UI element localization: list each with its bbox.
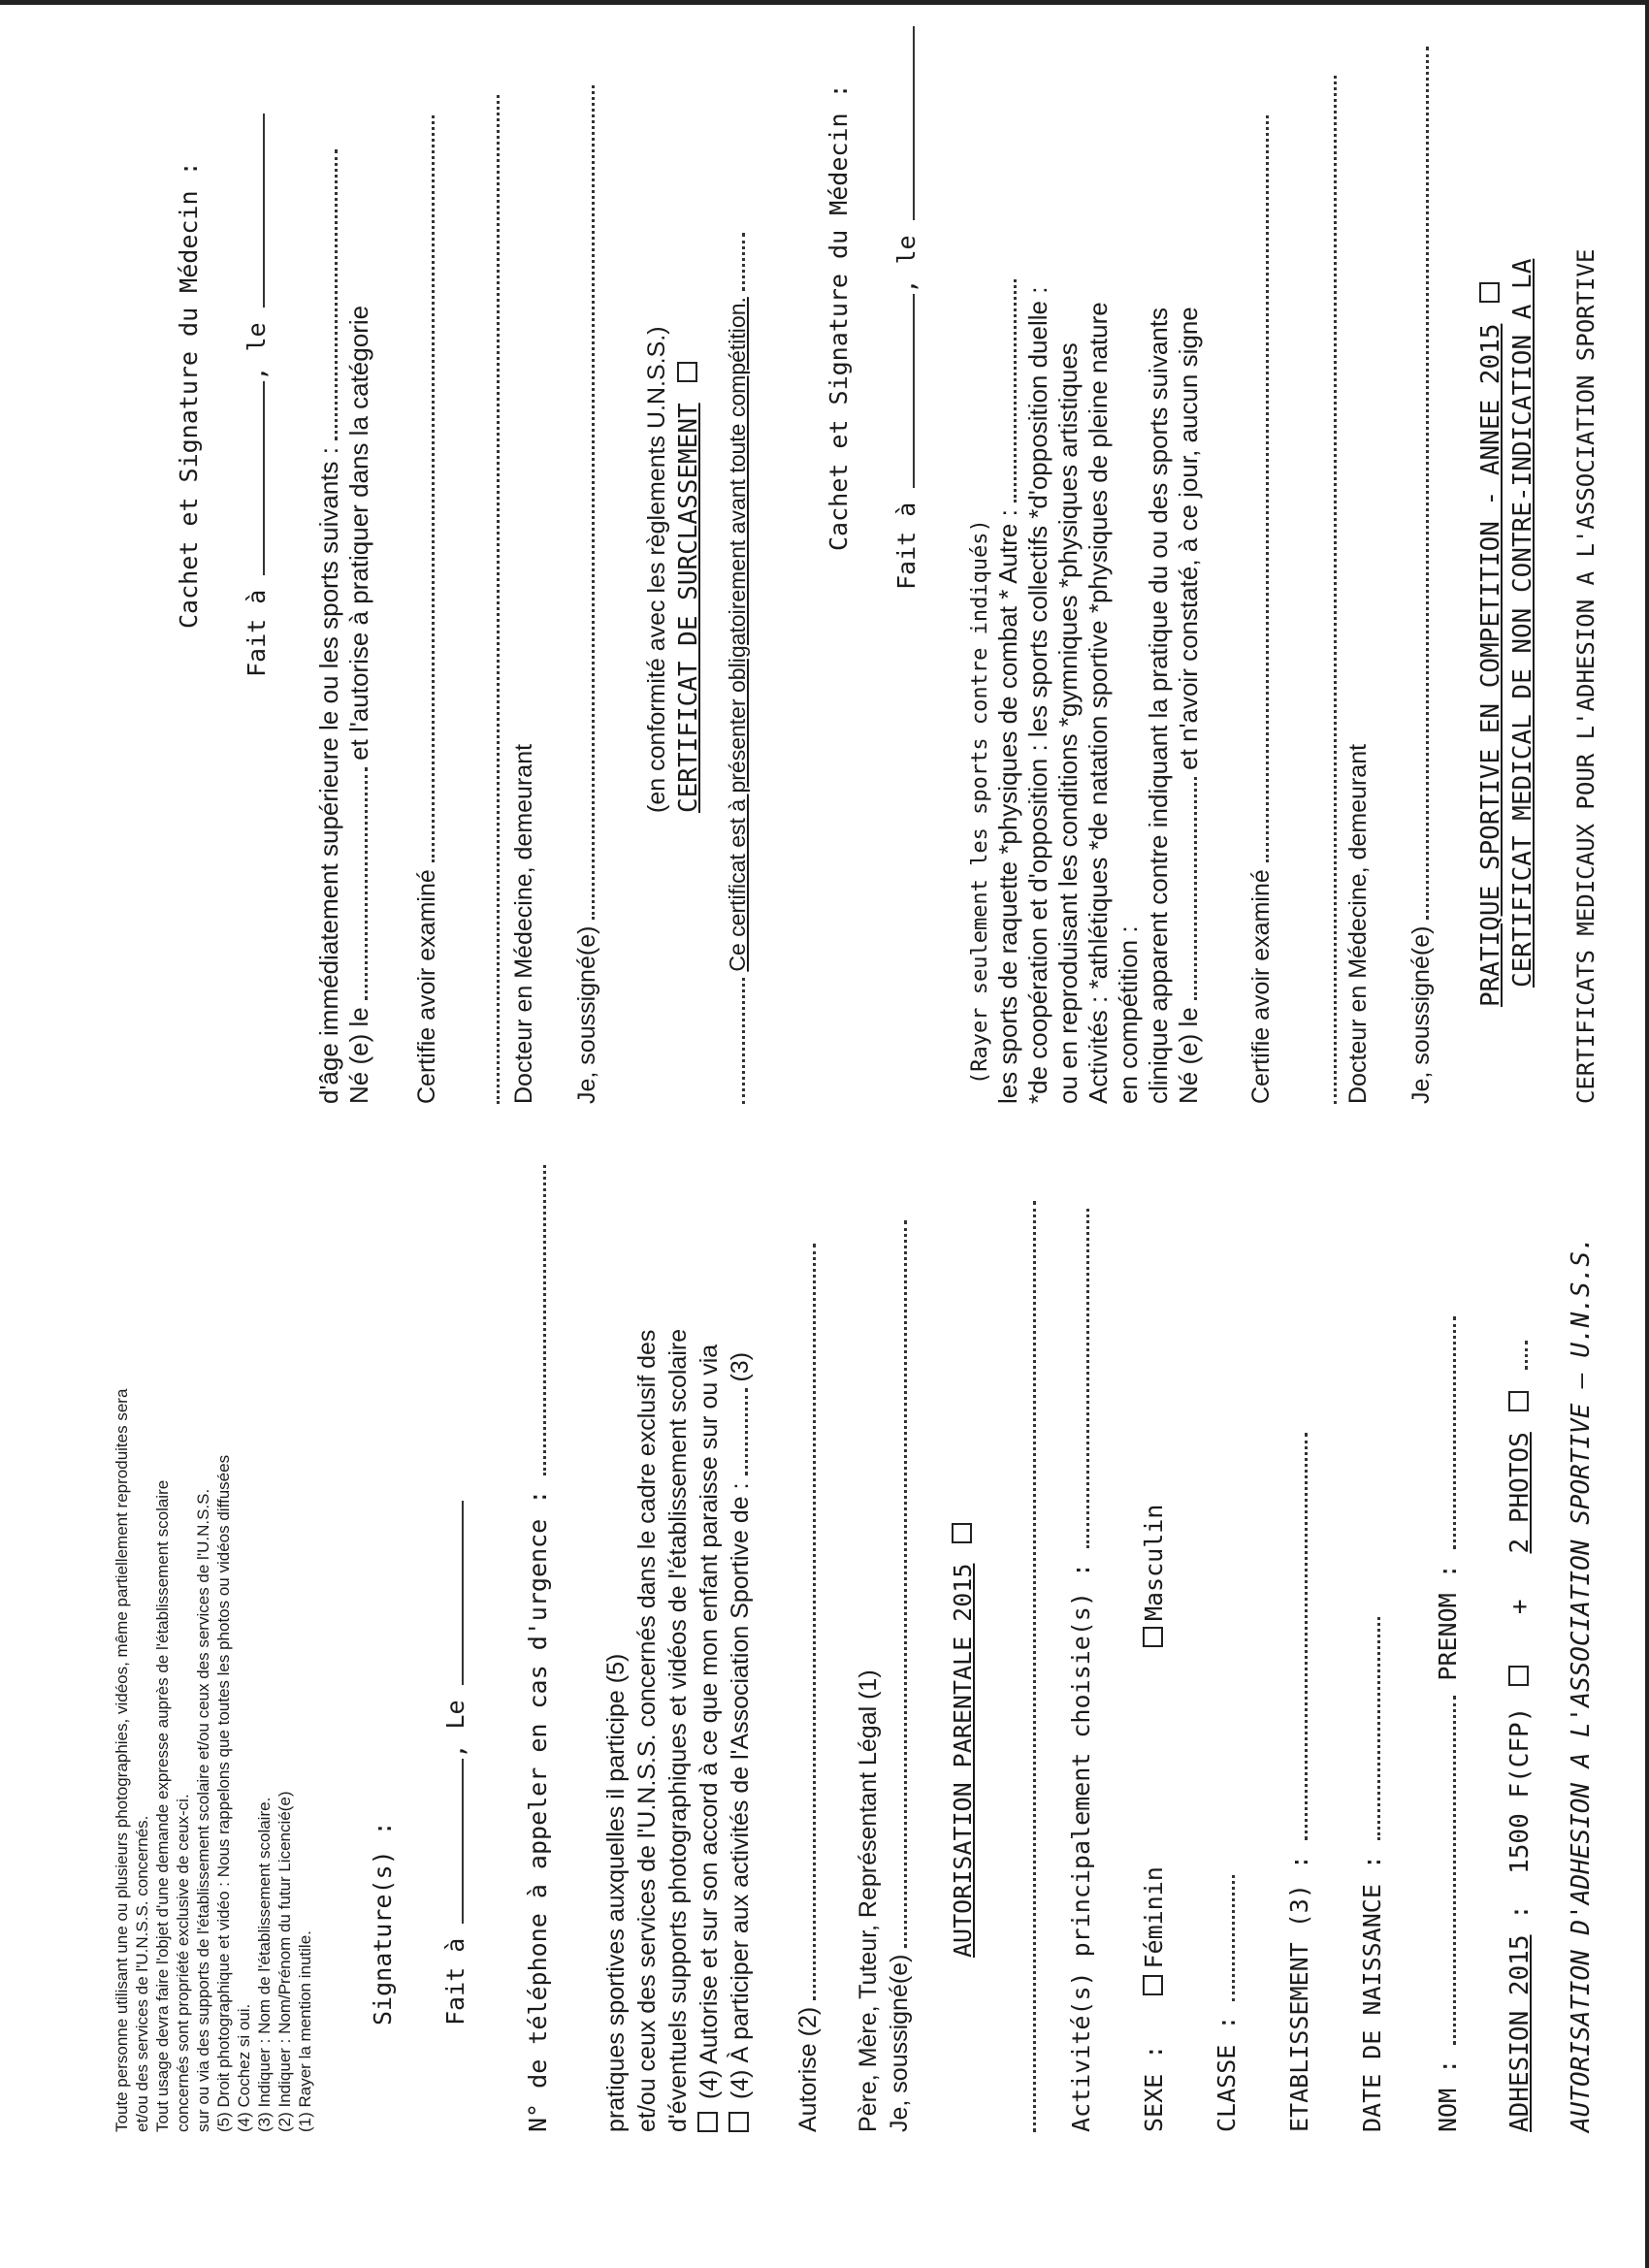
cert-title-line2: PRATIQUE SPORTIVE EN COMPETITION - ANNEE 2015 xyxy=(1476,323,1505,1007)
activite-label: Activité(s) principalement choisie(s) : xyxy=(1067,1563,1095,2132)
s-sports-field[interactable] xyxy=(315,149,338,440)
item4a-field[interactable] xyxy=(726,1388,748,1475)
surclassement-sub: (en conformité avec les règlements U.N.S.S.) xyxy=(643,326,670,813)
cert-le-label: , le xyxy=(892,235,921,294)
adhesion-form xyxy=(0,1143,1649,2249)
etablissement-field[interactable] xyxy=(1285,1433,1308,1840)
sexe-row xyxy=(1140,1505,1169,2132)
item4a-ref: (3) xyxy=(727,1351,754,1382)
signature-label: Signature(s) : xyxy=(369,1821,397,2025)
cert-certifie-label: Certifie avoir examiné xyxy=(1247,869,1275,1104)
nom-label: NOM : xyxy=(1434,2058,1462,2132)
s-fait-a-field[interactable] xyxy=(243,381,265,575)
adhesion-line: ADHESION 2015 : 1500 F(CFP) + 2 PHOTOS xyxy=(1505,1341,1535,2132)
autorisation-checkbox[interactable] xyxy=(952,1523,972,1543)
footnote-10: Toute personne utilisant une ou plusieurs photographies, vidéos, même partiellement reproduites sera xyxy=(113,1388,131,2132)
adhesion-checkbox[interactable] xyxy=(1508,1666,1529,1686)
cert-docteur-label: Docteur en Médecine, demeurant xyxy=(1344,743,1372,1104)
adhesion-title: AUTORISATION D'ADHESION A L'ASSOCIATION SPORTIVE – U.N.S.S. xyxy=(1567,1236,1596,2132)
le-label: , Le xyxy=(441,1700,469,1759)
feminin-checkbox[interactable] xyxy=(1143,1975,1163,1995)
activite-row xyxy=(1067,1209,1096,2132)
s-ne-post: et l'autorise à pratiquer dans la catégorie xyxy=(344,305,373,761)
item4b-row xyxy=(695,1345,724,2132)
naissance-label: DATE DE NAISSANCE : xyxy=(1358,1855,1386,2132)
cert-en-competition: en compétition : xyxy=(1114,925,1143,1104)
item4a-checkbox[interactable] xyxy=(728,2112,749,2132)
activite-line2 xyxy=(1014,1201,1043,2132)
photos-checkbox[interactable] xyxy=(1508,1391,1529,1411)
plus-sign: + xyxy=(1505,1599,1535,1615)
masculin-checkbox[interactable] xyxy=(1143,1627,1163,1647)
s-docteur-line xyxy=(477,95,506,1104)
cert-activites-2: ou en reproduisant les conditions *gymniques *physiques artistiques xyxy=(1053,342,1083,1104)
s-age-text: d'âge immédiatement supérieure le ou les sports suivants : xyxy=(314,447,343,1104)
cert-ne-row xyxy=(1174,307,1203,1104)
surclassement-title-row xyxy=(674,356,703,813)
classe-label: CLASSE : xyxy=(1212,2015,1241,2132)
cert-title-line1: CERTIFICAT MEDICAL DE NON CONTRE-INDICATION A LA xyxy=(1508,258,1537,988)
cert-presenter-row xyxy=(723,233,752,1104)
cert-soussigne-field[interactable] xyxy=(1406,47,1429,920)
photos-label: 2 PHOTOS xyxy=(1505,1432,1535,1554)
cert-ne-field[interactable] xyxy=(1175,777,1197,1000)
scan-edge-top xyxy=(0,0,1649,5)
s-ne-field[interactable] xyxy=(345,767,368,1000)
cert-cachet: Cachet et Signature du Médecin : xyxy=(824,83,853,551)
cert-ne-label: Né (e) le xyxy=(1174,1007,1203,1104)
nom-row xyxy=(1434,1316,1463,2132)
surclassement-title: CERTIFICAT DE SURCLASSEMENT xyxy=(674,403,703,813)
s-certifie-row xyxy=(412,115,441,1104)
s-ne-label: Né (e) le xyxy=(344,1007,373,1104)
etablissement-label: ETABLISSEMENT (3) : xyxy=(1285,1855,1313,2132)
s-fait-row xyxy=(242,113,272,677)
activite-field-2[interactable] xyxy=(1014,1201,1036,2132)
sexe-label: SEXE : xyxy=(1140,2044,1168,2132)
item4b-line3: et/ou ceux des services de l'U.N.S.S. concernés dans le cadre exclusif des xyxy=(633,1329,661,2132)
footnote-2: (2) Indiquer : Nom/Prénom du futur Licencié(e) xyxy=(275,1791,294,2132)
cert-fait-row xyxy=(892,26,922,590)
activite-field[interactable] xyxy=(1067,1209,1089,1548)
cert-autre-field[interactable] xyxy=(994,279,1017,502)
s-docteur-label: Docteur en Médecine, demeurant xyxy=(510,743,537,1104)
s-docteur-field[interactable] xyxy=(477,95,500,1104)
footnote-8: Tout usage devra faire l'objet d'une demande expresse auprès de l'établissement scolaire xyxy=(153,1479,172,2132)
item4b-line2: d'éventuels supports photographiques et vidéos de l'établissement scolaire xyxy=(664,1328,692,2132)
footnote-3: (3) Indiquer : Nom de l'établissement scolaire. xyxy=(255,1797,274,2132)
classe-row xyxy=(1212,1875,1242,2132)
cert-certifie-row xyxy=(1246,115,1276,1104)
cert-activites-3: *de coopération et d'opposition : les sports collectifs *d'opposition duelle : xyxy=(1023,286,1052,1104)
footnote-6: sur ou via des supports de l'établissement scolaire et/ou ceux des services de l'U.N.S.S. xyxy=(194,1488,212,2132)
item4a-row xyxy=(726,1352,755,2132)
s-le-label: , le xyxy=(242,322,271,381)
fait-row xyxy=(441,1501,470,2025)
adhesion-label: ADHESION 2015 xyxy=(1505,1934,1535,2132)
presenter-dots-right xyxy=(723,233,745,291)
cert-activites-4: les sports de raquette *physiques de combat * Autre : xyxy=(993,509,1022,1104)
fait-a-field[interactable] xyxy=(442,1759,464,1924)
scan-edge-right xyxy=(1645,0,1649,2268)
cert-title-line2-row xyxy=(1476,276,1505,1007)
autorise-label: Autorise (2) xyxy=(794,2006,822,2132)
adhesion-price: 1500 F(CFP) xyxy=(1505,1706,1535,1874)
telephone-row xyxy=(524,1165,553,2132)
item4b-line1: (4) Autorise et sur son accord à ce que mon enfant paraisse sur ou via xyxy=(695,1344,723,2100)
cert-ne-post: et n'avoir constaté, à ce jour, aucun signe xyxy=(1174,307,1203,770)
s-cachet: Cachet et Signature du Médecin : xyxy=(175,161,203,629)
cert-fait-a-label: Fait à xyxy=(892,502,921,590)
cert-rayer: (Rayer seulement les sports contre indiqués) xyxy=(968,519,992,1085)
s-soussigne-row xyxy=(572,85,601,1104)
s-certifie-label: Certifie avoir examiné xyxy=(413,869,440,1104)
cert-docteur-line xyxy=(1314,76,1343,1104)
soussigne-label: Je, soussigné(e) xyxy=(886,1954,913,2132)
autorise-field[interactable] xyxy=(793,1244,816,2000)
cert-presenter: Ce certificat est à présenter obligatoirement avant toute compétition. xyxy=(725,297,750,972)
cert-soussigne-label: Je, soussigné(e) xyxy=(1407,925,1435,1104)
nom-field[interactable] xyxy=(1434,1696,1456,2045)
cert-activites-1: Activités : *athlétiques *de natation sportive *physiques de pleine nature xyxy=(1083,302,1113,1104)
item4a-text: (4) À participer aux activités de l'Association Sportive de : xyxy=(727,1482,754,2100)
certificates-header: CERTIFICATS MEDICAUX POUR L'ADHESION A L'ASSOCIATION SPORTIVE xyxy=(1572,248,1600,1104)
masculin-label: Masculin xyxy=(1140,1504,1168,1622)
surclassement-checkbox[interactable] xyxy=(677,362,697,382)
telephone-label: N° de téléphone à appeler en cas d'urgence : xyxy=(524,1489,552,2132)
footnote-4: (4) Cochez si oui. xyxy=(235,2003,253,2132)
cert-clinique: clinique apparent contre indiquant la pratique du ou des sports suivants xyxy=(1144,308,1173,1104)
s-soussigne-label: Je, soussigné(e) xyxy=(573,925,600,1104)
autorise-row xyxy=(793,1244,823,2132)
cert-fait-a-field[interactable] xyxy=(893,294,915,488)
soussigne-row xyxy=(885,1220,914,2132)
s-ne-row xyxy=(344,306,373,1104)
autorisation-title: AUTORISATION PARENTALE 2015 xyxy=(949,1563,977,1958)
cert-certifie-field[interactable] xyxy=(1246,115,1269,862)
cert-le-field[interactable] xyxy=(893,26,915,220)
telephone-field[interactable] xyxy=(524,1165,546,1475)
footnote-5: (5) Droit photographique et vidéo : Nous rappelons que toutes les photos ou vidéos diffusées xyxy=(214,1454,233,2132)
footnote-1: (1) Rayer la mention inutile. xyxy=(296,1930,314,2132)
fait-a-label: Fait à xyxy=(441,1937,469,2025)
pere-mere-text: Père, Mère, Tuteur, Représentant Légal (1) xyxy=(855,1669,882,2132)
s-le-field[interactable] xyxy=(243,113,265,308)
le-field[interactable] xyxy=(442,1501,464,1685)
item4b-line4: pratiques sportives auxquelles il participe (5) xyxy=(602,1653,630,2132)
s-soussigne-field[interactable] xyxy=(572,85,595,920)
soussigne-field[interactable] xyxy=(885,1220,907,1948)
presenter-dots-left xyxy=(723,978,745,1104)
item4b-checkbox[interactable] xyxy=(697,2112,718,2132)
s-age-row xyxy=(314,149,343,1104)
feminin-label: Féminin xyxy=(1140,1866,1168,1969)
prenom-label: PRENOM : xyxy=(1434,1564,1462,1681)
cert-soussigne-row xyxy=(1406,47,1436,1104)
naissance-row xyxy=(1358,1617,1387,2132)
etablissement-row xyxy=(1285,1433,1314,2132)
classe-field[interactable] xyxy=(1212,1875,1235,2001)
medical-certificates xyxy=(0,17,1649,1133)
prenom-field[interactable] xyxy=(1434,1316,1456,1549)
s-fait-a-label: Fait à xyxy=(242,589,271,677)
naissance-field[interactable] xyxy=(1358,1617,1380,1840)
cert-activites-4-row xyxy=(993,279,1022,1104)
adhesion-dots xyxy=(1505,1341,1528,1370)
s-certifie-field[interactable] xyxy=(412,115,435,862)
footnote-7: concernés sont propriété exclusive de ceux-ci. xyxy=(174,1794,192,2132)
cert-checkbox[interactable] xyxy=(1479,282,1500,303)
cert-docteur-field[interactable] xyxy=(1314,76,1337,1104)
footnote-9: et/ou des services de l'U.N.S.S. concernés. xyxy=(133,1815,151,2132)
autorisation-title-row xyxy=(949,1517,978,1958)
